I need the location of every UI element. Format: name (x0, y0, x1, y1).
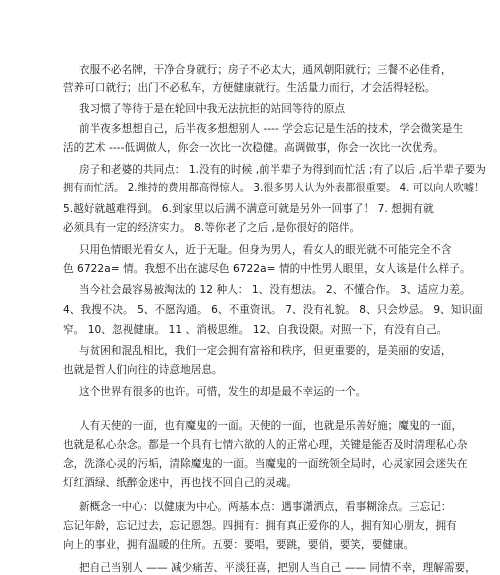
text-line: 5.越好就越难得到。 6.到家里以后满不满意可就是另外一回事了！ 7. 想拥有就 (63, 203, 434, 215)
text-line: 窄。 10、忽视健康。 11 、消极思维。 12、自我设限。对照一下，有没有自己。 (63, 324, 448, 336)
text-line: 把自己当别人 —— 减少痛苦、平淡狂喜，把别人当自己 —— 同情不幸，理解需要， (79, 562, 476, 574)
text-line: 房子和老婆的共同点： 1.没有的时候 ,前半辈子为得到而忙活 ;有了以后 ,后半辈子要为 (79, 164, 486, 176)
text-line: 新概念一中心：以健康为中心。两基本点：遇事潇洒点，看事糊涂点。三忘记： (79, 501, 452, 513)
text-line: 色 6722a= 情。我想不出在滤尽色 6722a= 情的中性男人眼里，女人该是什么样子。 (63, 263, 471, 275)
text-line: 前半夜多想想自己，后半夜多想想别人 ---- 学会忘记是生活的技术，学会微笑是生 (79, 123, 464, 135)
text-line: 4、我搜不决。 5、不愿沟通。 6、不重资讯。 7、没有礼貌。 8、只会炒忌。 9、知识面 (63, 304, 483, 316)
text-line: 这个世界有很多的也许。可惜，发生的却是最不幸运的一个。 (79, 386, 367, 398)
text-line: 必须具有一定的经济实力。 8.等你老了之后 ,是你很好的陪伴。 (63, 222, 361, 234)
text-line: 我习惯了等待于是在轮回中我无法抗拒的站回等待的原点 (79, 103, 346, 115)
text-line: 也就是私心杂念。都是一个具有七情六欲的人的正常心理，关键是能否及时清理私心杂 (63, 439, 468, 451)
text-line: 向上的事业，拥有温暖的住所。五要：要唱，要跳，要俏，要笑，要健康。 (63, 539, 415, 551)
text-line: 拥有而忙活。 2.维持的费用都高得惊人。 3.很多男人认为外表都很重要。 4. 可以向人吹嘘！ (63, 183, 485, 194)
text-line: 衣服不必名牌，干净合身就行；房子不必太大，通风朝阳就行；三餐不必佳肴， (79, 64, 452, 76)
text-line: 念，洗涤心灵的污垢，清除魔鬼的一面。当魔鬼的一面统领全局时，心灵家园会迷失在 (63, 458, 468, 470)
text-line: 营养可口就行；出门不必私车，方便健康就行。生活量力而行，才会活得轻松。 (63, 82, 436, 94)
text-line: 灯红酒绿、纸醉金迷中，再也找不回自己的灵魂。 (63, 477, 298, 489)
text-line: 当今社会最容易被淘汰的 12 种人： 1、没有想法。 2、不懂合作。 3、适应力差。 (79, 284, 471, 296)
text-line: 人有天使的一面，也有魔鬼的一面。天使的一面，也就是乐善好施；魔鬼的一面， (79, 420, 463, 432)
text-line: 忘记年龄，忘记过去，忘记恩怨。四拥有：拥有真正爱你的人，拥有知心朋友，拥有 (63, 520, 457, 532)
text-line: 与贫困和混乱相比，我们一定会拥有富裕和秩序，但更重要的，是美丽的安适， (79, 345, 452, 357)
text-line: 也就是哲人们向往的诗意地居息。 (63, 364, 223, 376)
text-line: 活的艺术 ----低调做人，你会一次比一次稳健。高调做事，你会一次比一次优秀。 (63, 142, 444, 154)
text-line: 只用色情眼光看女人，近于无耻。但身为男人，看女人的眼光就不可能完全不含 (79, 244, 452, 256)
